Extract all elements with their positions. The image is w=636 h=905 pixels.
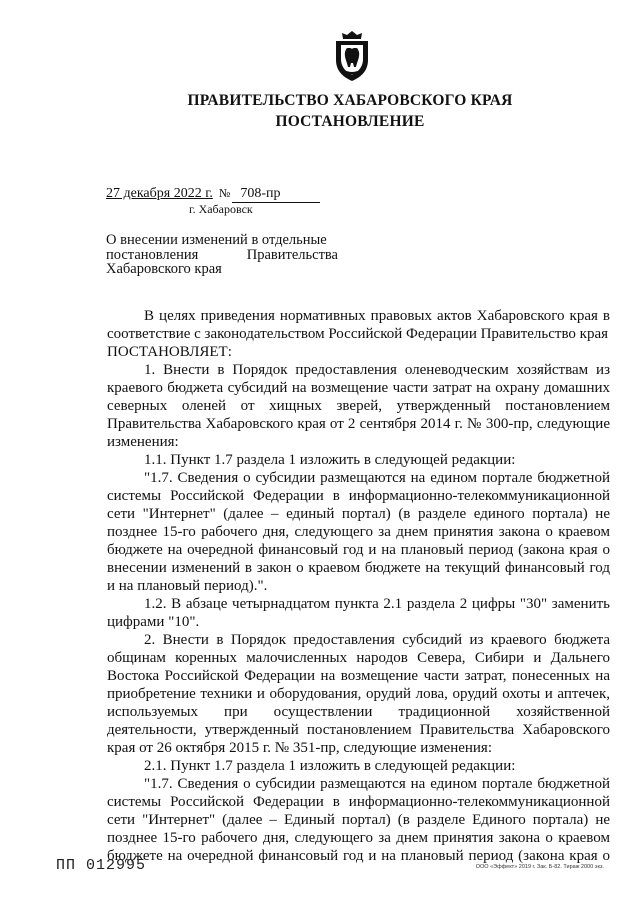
paragraph-2-1: 2.1. Пункт 1.7 раздела 1 изложить в следующей редакции: [144, 758, 516, 774]
subject-line-1: О внесении изменений в отдельные [106, 232, 327, 248]
paragraph-2-1-quote: "1.7. Сведения о субсидии размещаются на едином портале бюджетной системы Российской Федерации в информационно-телекоммуникационной сети "Интернет" (далее – Единый портал) (в разделе Единого портала) не позднее 15-го рабочего дня, следующего за днем принятия закона о краевом бюджете на очередной финансовый год и на плановый период (закона края о [107, 776, 610, 864]
document-body [107, 307, 610, 865]
paragraph-1-1-quote: "1.7. Сведения о субсидии размещаются на едином портале бюджетной системы Российской Федерации в информационно-телекоммуникационной сети "Интернет" (далее – единый портал) (в разделе единого портала) не позднее 15-го рабочего дня, следующего за днем принятия закона о краевом бюджете на очередной финансовый год и на плановый период (закона края о внесении изменений в закон о краевом бюджете на текущий финансовый год и на плановый период).". [107, 470, 610, 594]
paragraph-1: 1. Внести в Порядок предоставления оленеводческим хозяйствам из краевого бюджета субсидий на возмещение части затрат на охрану домашних северных оленей от хищных зверей, утвержденный постановлением Правительства Хабаровского края от 2 сентября 2014 г. № 300-пр, следующие изменения: [107, 362, 610, 450]
coat-of-arms-emblem [331, 30, 373, 82]
subject-line-2-part-a: постановления [106, 246, 199, 263]
city-label: г. Хабаровск [189, 202, 253, 216]
intro-paragraph: В целях приведения нормативных правовых актов Хабаровского края в соответствие с законодательством Российской Федерации Правительство края [107, 308, 610, 342]
document-number: 708-пр [232, 186, 320, 203]
paragraph-1-2: 1.2. В абзаце четырнадцатом пункта 2.1 раздела 2 цифры "30" заменить цифрами "10". [107, 596, 610, 630]
subject-line-2 [106, 248, 338, 263]
printer-info: ООО «Эффект» 2019 г. Зак. Б-82. Тираж 2000 экз. [475, 864, 604, 870]
subject-line-3: Хабаровского края [106, 261, 222, 277]
subject-line-2-part-b: Правительства [246, 246, 338, 263]
document-type-title: ПОСТАНОВЛЕНИЕ [275, 113, 425, 130]
number-sign: № [218, 186, 231, 200]
document-date: 27 декабря 2022 г. [106, 186, 213, 201]
decree-word: ПОСТАНОВЛЯЕТ: [107, 344, 232, 360]
date-number-line [106, 186, 320, 203]
government-title: ПРАВИТЕЛЬСТВО ХАБАРОВСКОГО КРАЯ [187, 92, 513, 109]
paragraph-1-1: 1.1. Пункт 1.7 раздела 1 изложить в следующей редакции: [144, 452, 516, 468]
document-subject [106, 233, 338, 277]
paragraph-2: 2. Внести в Порядок предоставления субсидий из краевого бюджета общинам коренных малочисленных народов Севера, Сибири и Дальнего Востока Российской Федерации на возмещение части затрат, понесенных на приобретение техники и оборудования, орудий лова, орудий охоты и аптечек, используемых при осуществлении традиционной хозяйственной деятельности, утвержденный постановлением Правительства Хабаровского края от 26 октября 2015 г. № 351-пр, следующие изменения: [107, 632, 610, 756]
form-number-stamp: ПП 012995 [56, 857, 147, 874]
